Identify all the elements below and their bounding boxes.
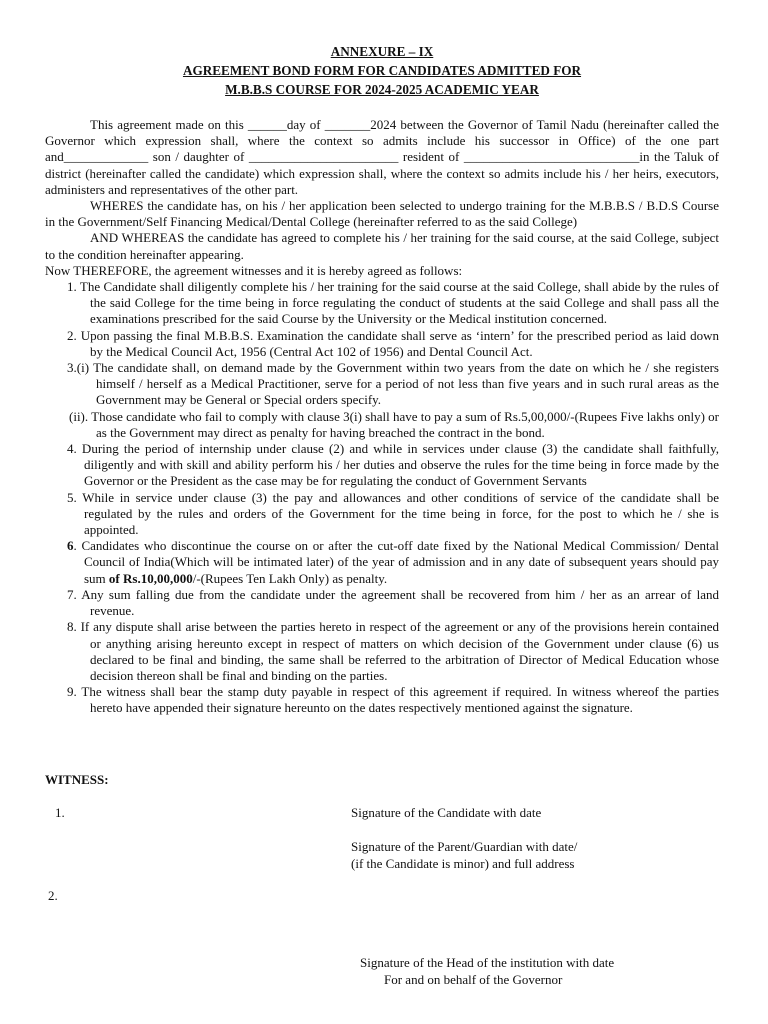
agreement-paragraph: This agreement made on this ______day of _______2024 between the Governor of Tamil Nadu (hereinafter called the Governor which expression shall, where the context so admits include his successor in Office) of the one part and_____________ son / daughter of _______________________ resident of ___________________________in the Taluk of district (hereinafter called the candidate) which expression shall, where the context so admits include his / her heirs, executors, administers and representatives of the other part.: [45, 117, 719, 197]
witness-label: WITNESS:: [45, 772, 109, 787]
clause-4: 4. During the period of internship under clause (2) and while in services under clause (3) the candidate shall faithfully, diligently and with skill and ability perform his / her duties and observe the rules for the time being in force made by the Governor or the President as the case may be for regulating the conduct of Government Servants: [67, 441, 719, 489]
document-page: [45, 42, 719, 717]
clause-6-tail: /-(Rupees Ten Lakh Only) as penalty.: [192, 570, 388, 586]
clause-6-text: . Candidates who discontinue the course on or after the cut-off date fixed by the National Medical Commission/ Dental Council of India(Which will be intimated later) of the year of admission and in any date of subsequent years should pay sum: [73, 538, 719, 586]
clause-6: [45, 538, 719, 587]
clause-6-penalty: of Rs.10,00,000: [108, 570, 193, 586]
parent-signature: Signature of the Parent/Guardian with date/: [351, 839, 578, 854]
witness-1: 1.: [55, 805, 65, 820]
clause-2: 2. Upon passing the final M.B.B.S. Examination the candidate shall serve as ‘intern’ for the prescribed period as laid down by the Medical Council Act, 1956 (Central Act 102 of 1956) and Dental Council Act.: [67, 327, 719, 359]
clause-5: 5. While in service under clause (3) the pay and allowances and other conditions of service of the candidate shall be regulated by the rules and orders of the Government for the time being in force, for the post to which he / she is appointed.: [67, 489, 719, 538]
clause-3-ii: (ii). Those candidate who fail to comply with clause 3(i) shall have to pay a sum of Rs.5,00,000/-(Rupees Five lakhs only) or as the Government may direct as penalty for having breached the contract in the bond.: [69, 408, 719, 440]
clause-8: 8. If any dispute shall arise between the parties hereto in respect of the agreement or any of the provisions herein contained or anything arising hereunto except in respect of matters on which decision of the Government under clause (6) us declared to be final and binding, the same shall be referred to the arbitration of Director of Medical Education whose decision thereon shall be final and binding on the parties.: [67, 619, 719, 683]
form-title: AGREEMENT BOND FORM FOR CANDIDATES ADMITTED FOR: [182, 63, 582, 78]
annexure-title: ANNEXURE – IX: [330, 44, 434, 59]
parent-note: (if the Candidate is minor) and full address: [351, 856, 575, 871]
clause-1: 1. The Candidate shall diligently complete his / her training for the said course at the said College, shall abide by the rules of the said College for the time being in force regulating the conduct of students at the said College and shall pass all the examinations prescribed for the said Course by the University or the Medical institution concerned.: [67, 279, 719, 327]
therefore-paragraph: Now THEREFORE, the agreement witnesses and it is hereby agreed as follows:: [45, 262, 463, 278]
witness-2: 2.: [48, 888, 58, 903]
course-title: M.B.B.S COURSE FOR 2024-2025 ACADEMIC YEAR: [225, 82, 539, 97]
whereas-paragraph: WHERES the candidate has, on his / her application been selected to undergo training for the M.B.B.S / B.D.S Course in the Government/Self Financing Medical/Dental College (hereinafter referred to as the said College): [45, 198, 719, 230]
clause-3-i: 3.(i) The candidate shall, on demand made by the Government within two years from the date on which he / she registers himself / herself as a Medical Practitioner, serve for a period of not less than five years and in such rural areas as the Government may be General or Special orders specify.: [67, 360, 719, 408]
clause-6-number: 6: [67, 538, 74, 554]
clause-7: 7. Any sum falling due from the candidate under the agreement shall be recovered from him / her as an arrear of land revenue.: [67, 586, 719, 619]
and-whereas-paragraph: AND WHEREAS the candidate has agreed to complete his / her training for the said course, at the said College, subject to the condition hereinafter appearing.: [45, 230, 719, 262]
candidate-signature: Signature of the Candidate with date: [351, 805, 542, 820]
governor-behalf: For and on behalf of the Governor: [384, 972, 563, 987]
clause-9: 9. The witness shall bear the stamp duty payable in respect of this agreement if required. In witness whereof the parties hereto have appended their signature hereunto on the dates respectively mentioned against the signature.: [67, 684, 719, 716]
head-signature: Signature of the Head of the institution with date: [360, 955, 615, 970]
